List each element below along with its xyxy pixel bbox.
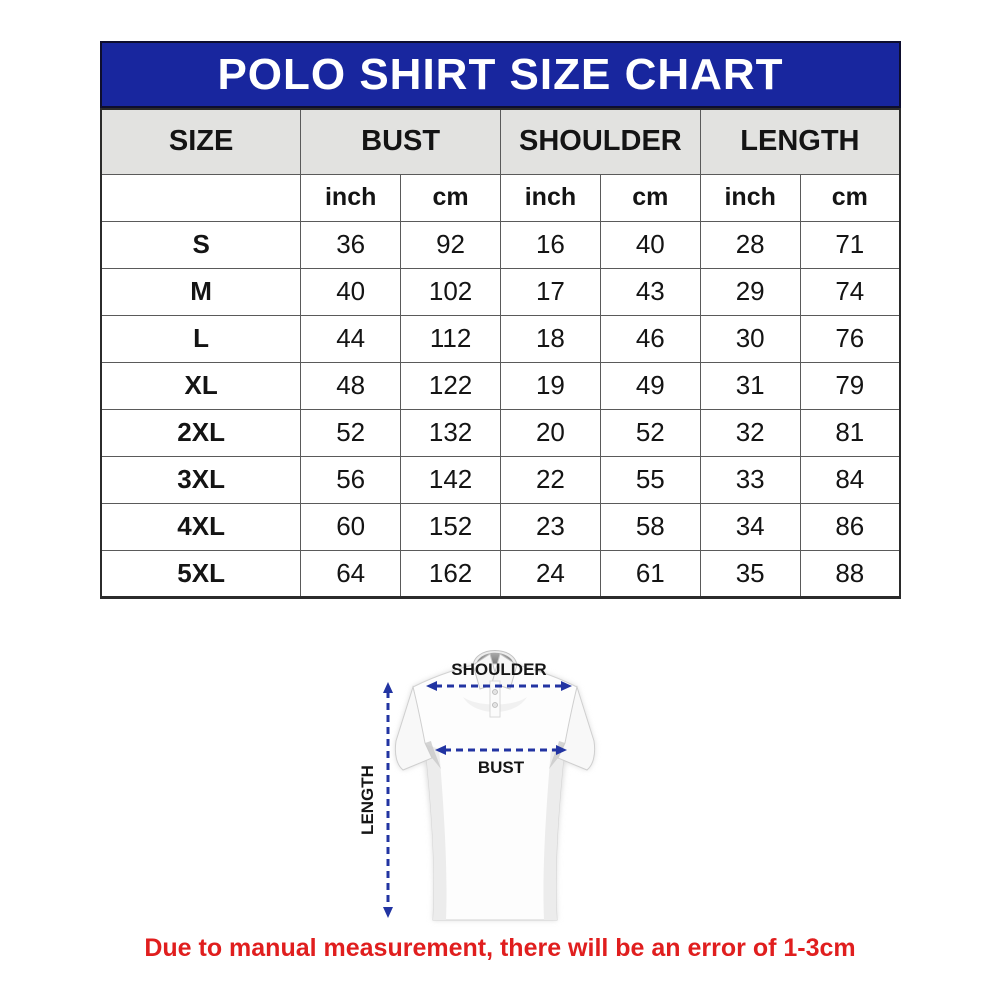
size-row-5xl — [101, 550, 900, 597]
measurement-value: 112 — [401, 315, 501, 362]
shoulder-label: SHOULDER — [451, 660, 547, 679]
unit-header-shoulder-inch: inch — [501, 174, 601, 221]
unit-header-length-inch: inch — [700, 174, 800, 221]
polo-button — [493, 690, 498, 695]
size-row-xl — [101, 362, 900, 409]
measurement-value: 33 — [700, 456, 800, 503]
measurement-value: 29 — [700, 268, 800, 315]
size-row-s — [101, 221, 900, 268]
polo-button — [493, 703, 498, 708]
polo-shirt-figure — [345, 637, 665, 939]
size-row-4xl — [101, 503, 900, 550]
size-label: L — [101, 315, 301, 362]
size-row-l — [101, 315, 900, 362]
measurement-value: 58 — [600, 503, 700, 550]
measurement-value: 20 — [501, 409, 601, 456]
measurement-value: 162 — [401, 550, 501, 597]
measurement-value: 28 — [700, 221, 800, 268]
measurement-value: 16 — [501, 221, 601, 268]
chart-title-bar — [100, 41, 901, 108]
measurement-value: 92 — [401, 221, 501, 268]
measurement-value: 18 — [501, 315, 601, 362]
measurement-value: 88 — [800, 550, 900, 597]
col-header-size: SIZE — [101, 109, 301, 174]
unit-row — [101, 174, 900, 221]
length-measure-arrow — [383, 682, 393, 918]
measurement-value: 52 — [600, 409, 700, 456]
measurement-value: 60 — [301, 503, 401, 550]
col-header-bust: BUST — [301, 109, 501, 174]
measurement-value: 64 — [301, 550, 401, 597]
size-label: XL — [101, 362, 301, 409]
size-label: 3XL — [101, 456, 301, 503]
measurement-value: 23 — [501, 503, 601, 550]
measurement-value: 79 — [800, 362, 900, 409]
size-row-3xl — [101, 456, 900, 503]
measurement-value: 35 — [700, 550, 800, 597]
measurement-value: 132 — [401, 409, 501, 456]
measurement-value: 19 — [501, 362, 601, 409]
measurement-value: 34 — [700, 503, 800, 550]
measurement-value: 43 — [600, 268, 700, 315]
measurement-note: Due to manual measurement, there will be an error of 1-3cm — [144, 934, 856, 962]
measurement-value: 40 — [301, 268, 401, 315]
measurement-value: 56 — [301, 456, 401, 503]
measurement-value: 48 — [301, 362, 401, 409]
measurement-value: 17 — [501, 268, 601, 315]
chart-title: POLO SHIRT SIZE CHART — [217, 49, 784, 99]
size-label: 5XL — [101, 550, 301, 597]
measurement-value: 74 — [800, 268, 900, 315]
measurement-value: 30 — [700, 315, 800, 362]
measurement-value: 81 — [800, 409, 900, 456]
measurement-value: 86 — [800, 503, 900, 550]
unit-blank-cell — [101, 174, 301, 221]
measurement-value: 40 — [600, 221, 700, 268]
unit-header-shoulder-cm: cm — [600, 174, 700, 221]
measurement-value: 31 — [700, 362, 800, 409]
measurement-value: 32 — [700, 409, 800, 456]
unit-header-length-cm: cm — [800, 174, 900, 221]
col-header-shoulder: SHOULDER — [501, 109, 701, 174]
measurement-value: 36 — [301, 221, 401, 268]
bust-label: BUST — [477, 758, 525, 777]
col-header-length: LENGTH — [700, 109, 900, 174]
measurement-value: 55 — [600, 456, 700, 503]
size-label: M — [101, 268, 301, 315]
measurement-value: 44 — [301, 315, 401, 362]
size-table — [100, 108, 901, 599]
measurement-value: 152 — [401, 503, 501, 550]
unit-header-bust-inch: inch — [301, 174, 401, 221]
measurement-value: 102 — [401, 268, 501, 315]
measurement-value: 84 — [800, 456, 900, 503]
measurement-value: 71 — [800, 221, 900, 268]
measurement-value: 24 — [501, 550, 601, 597]
measurement-value: 52 — [301, 409, 401, 456]
length-label: LENGTH — [358, 765, 377, 835]
size-label: S — [101, 221, 301, 268]
column-group-row — [101, 109, 900, 174]
measurement-value: 46 — [600, 315, 700, 362]
size-row-m — [101, 268, 900, 315]
measurement-value: 49 — [600, 362, 700, 409]
size-label: 2XL — [101, 409, 301, 456]
size-label: 4XL — [101, 503, 301, 550]
measurement-value: 122 — [401, 362, 501, 409]
measurement-value: 22 — [501, 456, 601, 503]
measurement-value: 142 — [401, 456, 501, 503]
measurement-value: 61 — [600, 550, 700, 597]
size-row-2xl — [101, 409, 900, 456]
polo-shirt-illustration — [395, 651, 594, 921]
measurement-value: 76 — [800, 315, 900, 362]
unit-header-bust-cm: cm — [401, 174, 501, 221]
size-chart — [100, 41, 901, 599]
size-table-body — [101, 221, 900, 597]
